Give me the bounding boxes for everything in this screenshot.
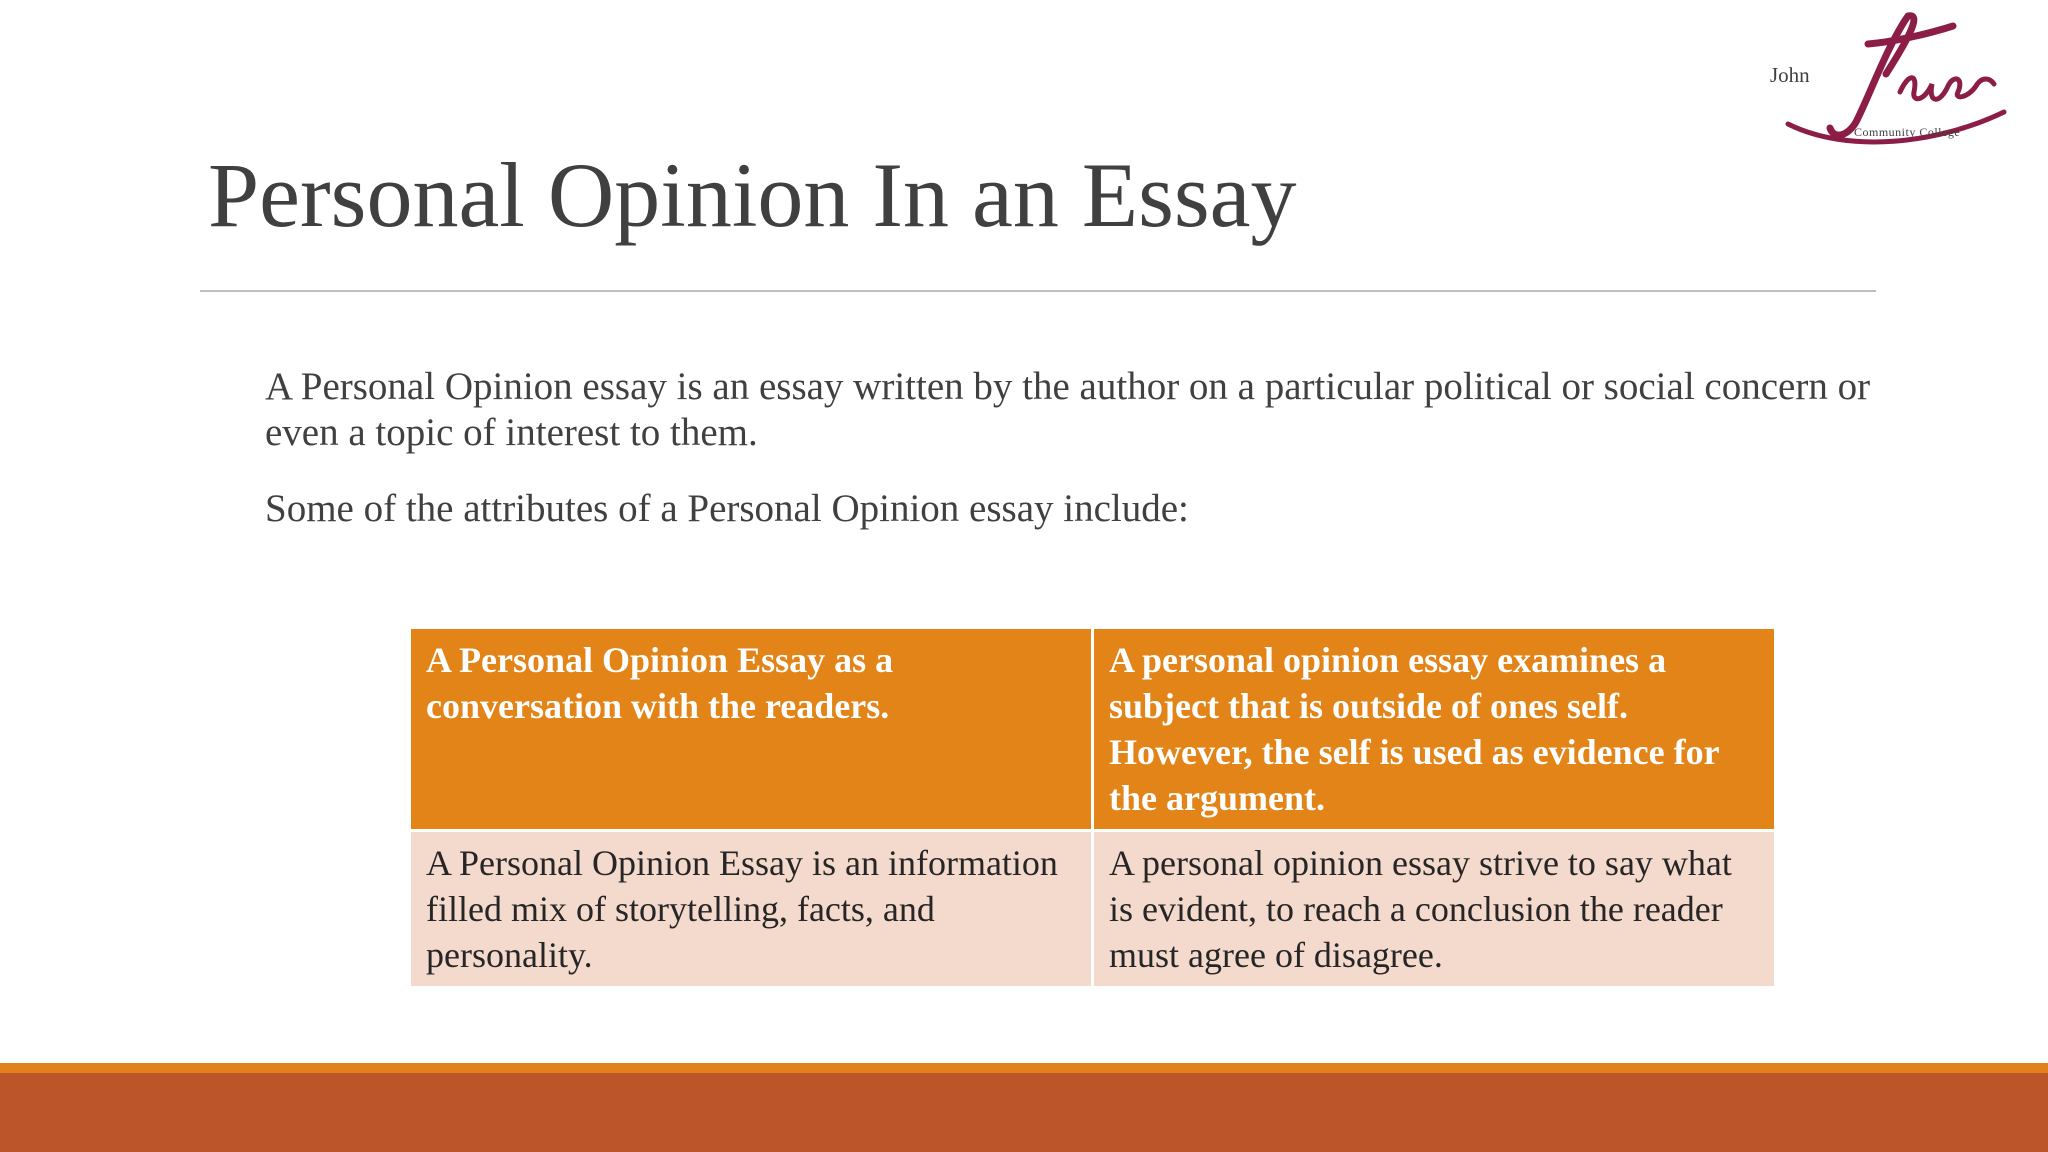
- table-cell: A personal opinion essay strive to say what is evident, to reach a conclusion the reader must agree of disagree.: [1093, 831, 1776, 988]
- college-logo: [1768, 4, 2010, 164]
- table-header-cell: A Personal Opinion Essay as a conversation with the readers.: [410, 628, 1093, 831]
- intro-paragraph: A Personal Opinion essay is an essay written by the author on a particular political or social concern or even a topic of interest to them.: [265, 365, 1871, 454]
- table-header-cell: A personal opinion essay examines a subject that is outside of ones self. However, the self is used as evidence for the argument.: [1093, 628, 1776, 831]
- title-divider: [200, 290, 1876, 292]
- attributes-table: [408, 626, 1777, 989]
- footer-band: [0, 1073, 2048, 1152]
- attributes-lead-in: Some of the attributes of a Personal Opinion essay include:: [265, 487, 1189, 530]
- slide-title: Personal Opinion In an Essay: [208, 144, 1297, 246]
- logo-text-right: Community College: [1854, 125, 1961, 139]
- logo-script-text: Tyler: [1768, 4, 1771, 5]
- table-header-row: [410, 628, 1776, 831]
- table-cell: A Personal Opinion Essay is an information filled mix of storytelling, facts, and personality.: [410, 831, 1093, 988]
- footer-accent-band: [0, 1063, 2048, 1073]
- table-row: [410, 831, 1776, 988]
- logo-text-left: John: [1770, 63, 1810, 87]
